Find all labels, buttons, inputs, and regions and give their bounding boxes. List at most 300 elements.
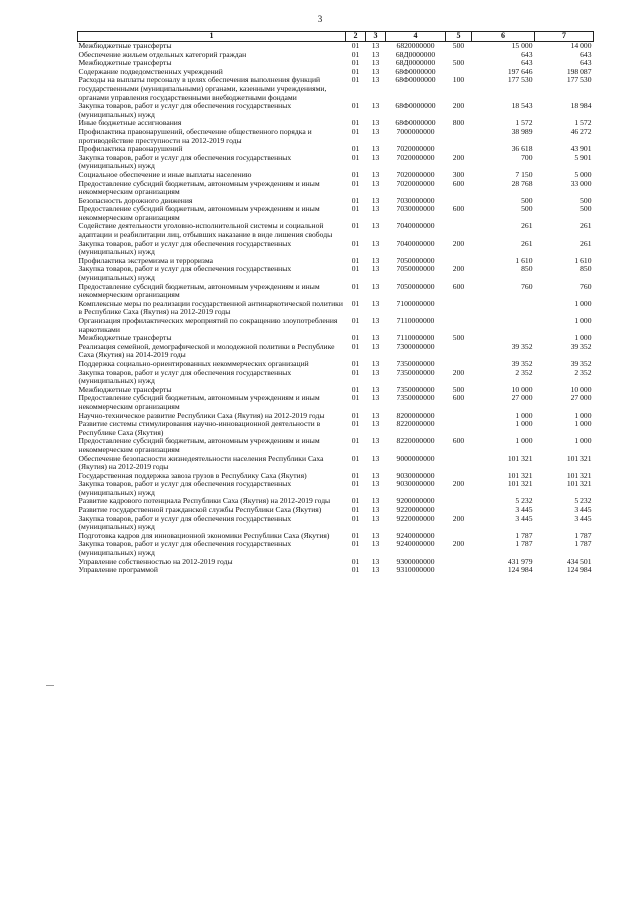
- row-section: 01: [351, 530, 360, 540]
- row-name: Предоставление субсидий бюджетным, автономным учреждениям и иным некоммерческим организациям: [78, 281, 320, 300]
- row-amount-b: 5 901: [574, 152, 592, 162]
- row-expense-type: 600: [452, 436, 465, 446]
- row-target-code: 7050000000: [396, 281, 435, 291]
- row-subsection: 13: [371, 49, 380, 59]
- row-subsection: 13: [371, 410, 380, 420]
- row-subsection: 13: [371, 195, 380, 205]
- row-amount-a: 5 232: [515, 496, 533, 506]
- row-name: Закупка товаров, работ и услуг для обеспечения государственных (муниципальных) нужд: [78, 152, 292, 171]
- row-target-code: 9220000000: [396, 513, 435, 523]
- row-subsection: 13: [371, 281, 380, 291]
- row-section: 01: [351, 178, 360, 188]
- row-section: 01: [351, 58, 360, 68]
- row-amount-b: 1 000: [574, 333, 592, 343]
- row-expense-type: 200: [452, 152, 465, 162]
- row-amount-b: 1 610: [574, 255, 592, 265]
- row-amount-b: 101 321: [566, 453, 592, 463]
- row-target-code: 9300000000: [396, 556, 435, 566]
- row-section: 01: [351, 41, 360, 50]
- row-amount-b: 33 000: [570, 178, 592, 188]
- row-name: Иные бюджетные ассигнования: [78, 118, 182, 128]
- row-amount-a: 3 445: [515, 513, 533, 523]
- row-name: Содействие деятельности уголовно-исполнительной системы и социальной адаптации и реабилитации лиц, отбывших наказание в виде лишения свободы: [78, 221, 333, 240]
- row-section: 01: [351, 316, 360, 325]
- row-target-code: 9000000000: [396, 453, 435, 463]
- row-amount-b: 14 000: [570, 41, 592, 50]
- row-name: Межбюджетные трансферты: [78, 333, 172, 343]
- row-subsection: 13: [371, 178, 380, 188]
- row-section: 01: [351, 358, 360, 368]
- row-name: Закупка товаров, работ и услуг для обеспечения государственных (муниципальных) нужд: [78, 101, 292, 119]
- row-name: Содержание подведомственных учреждений: [78, 66, 223, 76]
- row-amount-a: 431 979: [507, 556, 533, 566]
- row-expense-type: 500: [452, 41, 465, 50]
- row-amount-b: 46 272: [570, 126, 592, 136]
- row-expense-type: 200: [452, 264, 465, 274]
- row-subsection: 13: [371, 221, 380, 231]
- row-target-code: 7110000000: [396, 333, 435, 343]
- table-row: [78, 343, 594, 360]
- row-subsection: 13: [371, 565, 380, 575]
- row-subsection: 13: [371, 58, 380, 68]
- row-section: 01: [351, 195, 360, 205]
- row-name: Предоставление субсидий бюджетным, автономным учреждениям и иным некоммерческим организациям: [78, 393, 320, 411]
- row-target-code: 68Ф0000000: [395, 101, 436, 111]
- row-name: Управление программой: [78, 565, 158, 575]
- row-section: 01: [351, 539, 360, 549]
- row-subsection: 13: [371, 384, 380, 394]
- row-subsection: 13: [371, 152, 380, 162]
- table-row: [78, 437, 594, 454]
- column-header: 7: [535, 32, 594, 42]
- row-expense-type: [446, 558, 472, 567]
- row-section: 01: [351, 169, 360, 179]
- row-name: Расходы на выплаты персоналу в целях обеспечения выполнения функций государственными (муниципальными) органами, казенными учреждениями, органами управления государственными внебюджетными фондами: [78, 75, 327, 102]
- row-amount-b: 39 352: [570, 358, 592, 368]
- row-subsection: 13: [371, 316, 380, 325]
- row-expense-type: 200: [452, 539, 465, 549]
- row-expense-type: [446, 420, 472, 437]
- row-expense-type: 500: [452, 384, 465, 394]
- row-amount-b: 500: [580, 204, 592, 214]
- row-amount-a: 2 352: [515, 367, 533, 377]
- row-target-code: 9220000000: [396, 505, 435, 515]
- row-subsection: 13: [371, 341, 380, 351]
- row-subsection: 13: [371, 539, 380, 549]
- table-row: [78, 76, 594, 102]
- row-section: 01: [351, 393, 360, 403]
- row-amount-a: 1 000: [515, 410, 533, 420]
- row-amount-a: 18 543: [511, 101, 533, 111]
- row-amount-b: 3 445: [574, 505, 592, 515]
- row-target-code: 68Д0000000: [395, 58, 436, 68]
- row-section: 01: [351, 384, 360, 394]
- row-amount-b: 3 445: [574, 513, 592, 523]
- row-amount-b: 643: [580, 49, 592, 59]
- row-amount-a: 15 000: [511, 41, 533, 50]
- row-name: Развитие системы стимулирования научно-инновационной деятельности в Республике Саха (Якутия): [78, 419, 321, 437]
- row-amount-b: 1 787: [574, 539, 592, 549]
- row-section: 01: [351, 75, 360, 85]
- row-amount-a: 36 618: [511, 144, 533, 154]
- row-amount-b: 43 901: [570, 144, 592, 154]
- row-name: Подготовка кадров для инновационной экономики Республики Саха (Якутия): [78, 530, 330, 540]
- row-amount-b: 5 232: [574, 496, 592, 506]
- row-amount-b: 850: [580, 264, 592, 274]
- table-row: [78, 154, 594, 171]
- row-target-code: 7030000000: [396, 204, 435, 214]
- row-expense-type: 500: [452, 333, 465, 343]
- row-target-code: 7030000000: [396, 195, 435, 205]
- row-name: Развитие кадрового потенциала Республики Саха (Якутия) на 2012-2019 годы: [78, 496, 331, 506]
- row-expense-type: [446, 300, 472, 317]
- row-name: Межбюджетные трансферты: [78, 58, 172, 68]
- budget-table: [77, 31, 594, 575]
- row-subsection: 13: [371, 470, 380, 480]
- row-expense-type: 600: [452, 281, 465, 291]
- row-target-code: 8220000000: [396, 436, 435, 446]
- row-amount-b: 101 321: [566, 479, 592, 489]
- table-row: [78, 420, 594, 437]
- column-header: 3: [366, 32, 386, 42]
- row-amount-b: 643: [580, 58, 592, 68]
- row-target-code: 68Ф0000000: [395, 75, 436, 85]
- row-section: 01: [351, 204, 360, 214]
- row-name: Социальное обеспечение и иные выплаты населению: [78, 169, 252, 179]
- row-subsection: 13: [371, 513, 380, 523]
- row-expense-type: [446, 497, 472, 506]
- row-amount-b: 760: [580, 281, 592, 291]
- row-name: Обеспечение жильем отдельных категорий граждан: [78, 49, 247, 59]
- row-subsection: 13: [371, 41, 380, 50]
- row-amount-a: 643: [521, 58, 533, 68]
- row-amount-a: 1 572: [515, 118, 533, 128]
- row-target-code: 7050000000: [396, 255, 435, 265]
- table-row: [78, 180, 594, 197]
- row-expense-type: [446, 128, 472, 145]
- row-name: Обеспечение безопасности жизнедеятельности населения Республики Саха (Якутия) на 2012-2019 годы: [78, 453, 324, 472]
- page-number: 3: [317, 14, 323, 24]
- row-amount-b: 261: [580, 238, 592, 248]
- row-section: 01: [351, 479, 360, 489]
- row-subsection: 13: [371, 298, 380, 308]
- row-name: Предоставление субсидий бюджетным, автономным учреждениям и иным некоммерческим организациям: [78, 204, 320, 222]
- row-name: Закупка товаров, работ и услуг для обеспечения государственных (муниципальных) нужд: [78, 238, 292, 257]
- row-section: 01: [351, 513, 360, 523]
- row-section: 01: [351, 436, 360, 446]
- row-name: Организация профилактических мероприятий по сокращению злоупотребления наркотиками: [78, 316, 338, 334]
- row-subsection: 13: [371, 479, 380, 489]
- row-expense-type: 600: [452, 204, 465, 214]
- row-target-code: 9310000000: [396, 565, 435, 575]
- row-amount-a: 1 000: [515, 419, 533, 429]
- row-amount-a: 1 787: [515, 530, 533, 540]
- row-amount-b: 124 984: [566, 565, 592, 575]
- row-subsection: 13: [371, 419, 380, 429]
- row-expense-type: 600: [452, 178, 465, 188]
- row-target-code: 7300000000: [396, 341, 435, 351]
- row-amount-a: 124 984: [507, 565, 533, 575]
- row-expense-type: 200: [452, 479, 465, 489]
- table-row: [78, 300, 594, 317]
- row-name: Предоставление субсидий бюджетным, автономным учреждениям и иным некоммерческим организациям: [78, 178, 320, 197]
- table-row: [78, 317, 594, 334]
- row-target-code: 7020000000: [396, 152, 435, 162]
- row-target-code: 7040000000: [396, 221, 435, 231]
- row-name: Развитие государственной гражданской службы Республики Саха (Якутия): [78, 505, 322, 515]
- row-expense-type: 100: [452, 75, 465, 85]
- row-target-code: 68Ф0000000: [395, 118, 436, 128]
- row-amount-b: 1 000: [574, 410, 592, 420]
- row-section: 01: [351, 255, 360, 265]
- table-row: [78, 283, 594, 300]
- row-subsection: 13: [371, 530, 380, 540]
- row-amount-b: 27 000: [570, 393, 592, 403]
- row-name: Закупка товаров, работ и услуг для обеспечения государственных (муниципальных) нужд: [78, 539, 292, 558]
- row-target-code: 7350000000: [396, 384, 435, 394]
- row-amount-b: 101 321: [566, 470, 592, 480]
- row-section: 01: [351, 367, 360, 377]
- column-header: 6: [472, 32, 535, 42]
- row-section: 01: [351, 118, 360, 128]
- row-target-code: 7020000000: [396, 169, 435, 179]
- row-expense-type: [446, 343, 472, 360]
- row-subsection: 13: [371, 436, 380, 446]
- row-amount-a: 28 768: [511, 178, 533, 188]
- row-name: Профилактика правонарушений: [78, 144, 183, 154]
- row-amount-a: 101 321: [507, 470, 533, 480]
- row-amount-b: 177 530: [566, 75, 592, 85]
- row-amount-a: 1 610: [515, 255, 533, 265]
- row-target-code: 9240000000: [396, 530, 435, 540]
- row-amount-a: 3 445: [515, 505, 533, 515]
- row-expense-type: 800: [452, 118, 465, 128]
- row-name: Комплексные меры по реализации государственной антинаркотической политики в Республике Саха (Якутия) на 2012-2019 годы: [78, 298, 343, 317]
- row-section: 01: [351, 238, 360, 248]
- row-section: 01: [351, 66, 360, 76]
- row-amount-b: 1 000: [574, 419, 592, 429]
- row-expense-type: 200: [452, 101, 465, 111]
- column-header: 2: [346, 32, 366, 42]
- row-amount-b: 198 087: [566, 66, 592, 76]
- row-amount-b: 1 000: [574, 298, 592, 308]
- row-subsection: 13: [371, 66, 380, 76]
- row-amount-b: 18 984: [570, 101, 592, 111]
- row-subsection: 13: [371, 367, 380, 377]
- row-amount-a: 197 646: [507, 66, 533, 76]
- row-section: 01: [351, 221, 360, 231]
- row-target-code: 7040000000: [396, 238, 435, 248]
- row-section: 01: [351, 496, 360, 506]
- row-name: Поддержка социально-ориентированных некоммерческих организаций: [78, 358, 309, 368]
- table-row: [78, 222, 594, 239]
- row-expense-type: 300: [452, 169, 465, 179]
- margin-mark: [46, 685, 54, 686]
- row-amount-b: 434 501: [566, 556, 592, 566]
- row-target-code: 7110000000: [396, 316, 435, 325]
- table-row: [78, 540, 594, 557]
- row-section: 01: [351, 505, 360, 515]
- row-subsection: 13: [371, 118, 380, 128]
- row-target-code: 7350000000: [396, 393, 435, 403]
- row-name: Профилактика правонарушений, обеспечение общественного порядка и противодействие преступности на 2012-2019 годы: [78, 126, 312, 145]
- row-section: 01: [351, 101, 360, 111]
- row-subsection: 13: [371, 393, 380, 403]
- row-section: 01: [351, 281, 360, 291]
- table-row: [78, 265, 594, 282]
- row-name: Предоставление субсидий бюджетным, автономным учреждениям и иным некоммерческим организациям: [78, 436, 320, 454]
- column-header: 5: [446, 32, 472, 42]
- row-section: 01: [351, 126, 360, 136]
- row-amount-b: 1 572: [574, 118, 592, 128]
- header-row: [78, 32, 594, 42]
- row-subsection: 13: [371, 453, 380, 463]
- row-amount-a: 1 787: [515, 539, 533, 549]
- row-section: 01: [351, 341, 360, 351]
- row-target-code: 9200000000: [396, 496, 435, 506]
- row-section: 01: [351, 298, 360, 308]
- row-subsection: 13: [371, 126, 380, 136]
- row-name: Безопасность дорожного движения: [78, 195, 193, 205]
- row-amount-b: 5 000: [574, 169, 592, 179]
- row-subsection: 13: [371, 264, 380, 274]
- table-row: [78, 566, 594, 575]
- row-target-code: 8200000000: [396, 410, 435, 420]
- row-amount-a: 850: [521, 264, 533, 274]
- row-amount-a: 261: [521, 221, 533, 231]
- row-target-code: 8220000000: [396, 419, 435, 429]
- row-amount-a: 177 530: [507, 75, 533, 85]
- row-expense-type: 500: [452, 58, 465, 68]
- row-expense-type: [446, 317, 472, 334]
- row-amount-a: 101 321: [507, 479, 533, 489]
- row-target-code: 9030000000: [396, 479, 435, 489]
- row-expense-type: 200: [452, 513, 465, 523]
- table-row: [78, 455, 594, 472]
- row-name: Межбюджетные трансферты: [78, 41, 172, 50]
- table-row: [78, 240, 594, 257]
- row-amount-b: 1 000: [574, 316, 592, 325]
- table-row: [78, 128, 594, 145]
- row-expense-type: [446, 222, 472, 239]
- row-section: 01: [351, 419, 360, 429]
- row-subsection: 13: [371, 238, 380, 248]
- row-subsection: 13: [371, 169, 380, 179]
- row-target-code: 7050000000: [396, 264, 435, 274]
- row-subsection: 13: [371, 333, 380, 343]
- row-target-code: 7020000000: [396, 144, 435, 154]
- row-section: 01: [351, 453, 360, 463]
- row-name: Профилактика экстремизма и терроризма: [78, 255, 213, 265]
- row-name: Государственная поддержка завоза грузов в Республику Саха (Якутия): [78, 470, 307, 480]
- table-row: [78, 394, 594, 411]
- row-expense-type: [446, 412, 472, 421]
- row-amount-a: 39 352: [511, 341, 533, 351]
- row-name: Реализация семейной, демографической и молодежной политики в Республике Саха (Якутия) на 2014-2019 годы: [78, 341, 335, 360]
- row-subsection: 13: [371, 204, 380, 214]
- row-target-code: 7350000000: [396, 358, 435, 368]
- row-amount-b: 261: [580, 221, 592, 231]
- row-name: Закупка товаров, работ и услуг для обеспечения государственных (муниципальных) нужд: [78, 367, 292, 386]
- table-row: [78, 515, 594, 532]
- row-amount-a: 38 989: [511, 126, 533, 136]
- row-amount-a: 760: [521, 281, 533, 291]
- row-target-code: 6820000000: [396, 41, 435, 50]
- table-row: [78, 102, 594, 119]
- row-amount-a: 500: [521, 195, 533, 205]
- row-name: Закупка товаров, работ и услуг для обеспечения государственных (муниципальных) нужд: [78, 513, 292, 532]
- row-section: 01: [351, 556, 360, 566]
- row-subsection: 13: [371, 101, 380, 111]
- row-subsection: 13: [371, 255, 380, 265]
- row-amount-b: 2 352: [574, 367, 592, 377]
- row-section: 01: [351, 144, 360, 154]
- row-expense-type: 200: [452, 238, 465, 248]
- row-section: 01: [351, 410, 360, 420]
- row-name: Управление собственностью на 2012-2019 годы: [78, 556, 233, 566]
- row-name: Закупка товаров, работ и услуг для обеспечения государственных (муниципальных) нужд: [78, 479, 292, 497]
- row-expense-type: 200: [452, 367, 465, 377]
- table-row: [78, 480, 594, 497]
- row-target-code: 68Ф0000000: [395, 66, 436, 76]
- row-amount-b: 39 352: [570, 341, 592, 351]
- row-target-code: 7000000000: [396, 126, 435, 136]
- row-section: 01: [351, 565, 360, 575]
- row-section: 01: [351, 152, 360, 162]
- row-amount-a: 261: [521, 238, 533, 248]
- row-target-code: 68Д0000000: [395, 49, 436, 59]
- row-amount-a: 39 352: [511, 358, 533, 368]
- row-amount-a: 7 150: [515, 169, 533, 179]
- column-header: 4: [386, 32, 446, 42]
- row-amount-b: 10 000: [570, 384, 592, 394]
- row-expense-type: [446, 566, 472, 575]
- row-amount-a: 643: [521, 49, 533, 59]
- column-header: 1: [78, 32, 346, 42]
- row-amount-a: 101 321: [507, 453, 533, 463]
- row-section: 01: [351, 49, 360, 59]
- row-amount-b: 500: [580, 195, 592, 205]
- row-target-code: 7350000000: [396, 367, 435, 377]
- row-amount-a: 500: [521, 204, 533, 214]
- row-subsection: 13: [371, 358, 380, 368]
- row-amount-b: 1 000: [574, 436, 592, 446]
- row-section: 01: [351, 470, 360, 480]
- row-amount-b: 1 787: [574, 530, 592, 540]
- row-subsection: 13: [371, 144, 380, 154]
- row-target-code: 7100000000: [396, 298, 435, 308]
- row-subsection: 13: [371, 75, 380, 85]
- row-expense-type: [446, 455, 472, 472]
- table-row: [78, 205, 594, 222]
- row-section: 01: [351, 333, 360, 343]
- row-subsection: 13: [371, 556, 380, 566]
- row-section: 01: [351, 264, 360, 274]
- row-subsection: 13: [371, 505, 380, 515]
- row-amount-a: [472, 300, 535, 317]
- row-name: Межбюджетные трансферты: [78, 384, 172, 394]
- row-name: Научно-техническое развитие Республики Саха (Якутия) на 2012-2019 годы: [78, 410, 325, 420]
- row-target-code: 9240000000: [396, 539, 435, 549]
- row-amount-a: 10 000: [511, 384, 533, 394]
- row-amount-a: 1 000: [515, 436, 533, 446]
- row-target-code: 7020000000: [396, 178, 435, 188]
- row-expense-type: 600: [452, 393, 465, 403]
- row-amount-a: [472, 317, 535, 334]
- row-amount-a: 27 000: [511, 393, 533, 403]
- table-row: [78, 369, 594, 386]
- row-amount-a: 700: [521, 152, 533, 162]
